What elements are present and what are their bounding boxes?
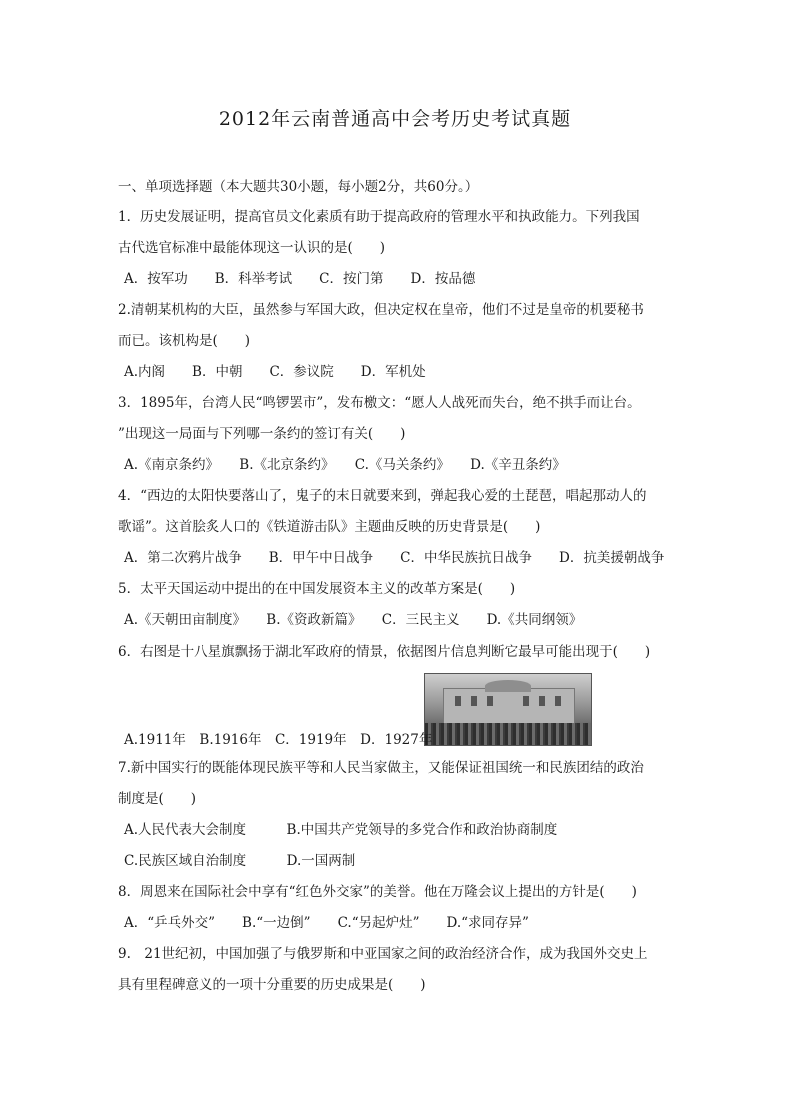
q7-stem-line2: 制度是( ) (118, 791, 197, 807)
q4-stem-line2: 歌谣”。这首脍炙人口的《铁道游击队》主题曲反映的历史背景是( ) (118, 519, 541, 535)
q9-stem-line1: 9. 21世纪初，中国加强了与俄罗斯和中亚国家之间的政治经济合作，成为我国外交史上 (118, 946, 648, 962)
q3-options: A.《南京条约》 B.《北京条约》 C.《马关条约》 D.《辛丑条约》 (124, 457, 566, 473)
q2-stem-line2: 而已。该机构是( ) (118, 333, 251, 349)
q6-stem: 6．右图是十八星旗飘扬于湖北军政府的情景，依据图片信息判断它最早可能出现于( ) (118, 644, 651, 660)
q1-stem-line1: 1．历史发展证明，提高官员文化素质有助于提高政府的管理水平和执政能力。下列我国 (118, 209, 640, 225)
q8-options: A．“乒乓外交” B.“一边倒” C.“另起炉灶” D.“求同存异” (124, 915, 529, 931)
q1-options: A．按军功 B．科举考试 C．按门第 D．按品德 (124, 271, 476, 287)
q7-stem-line1: 7.新中国实行的既能体现民族平等和人民当家做主，又能保证祖国统一和民族团结的政治 (118, 760, 644, 776)
q7-options-line1: A.人民代表大会制度 B.中国共产党领导的多党合作和政治协商制度 (124, 822, 558, 838)
q2-stem-line1: 2.清朝某机构的大臣，虽然参与军国大政，但决定权在皇帝，他们不过是皇帝的机要秘书 (118, 302, 644, 318)
q6-options: A.1911年 B.1916年 C．1919年 D．1927年 (124, 732, 433, 748)
photo-icon (424, 673, 592, 746)
q5-options: A.《天朝田亩制度》 B.《资政新篇》 C．三民主义 D.《共同纲领》 (124, 612, 583, 628)
section-heading: 一、单项选择题（本大题共30小题，每小题2分，共60分。） (118, 179, 479, 195)
q1-stem-line2: 古代选官标准中最能体现这一认识的是( ) (118, 240, 386, 256)
q2-options: A.内阁 B．中朝 C．参议院 D．军机处 (124, 364, 426, 380)
page-title: 2012年云南普通高中会考历史考试真题 (218, 108, 572, 130)
q3-stem-line1: 3．1895年，台湾人民“鸣锣罢市”，发布檄文：“愿人人战死而失台，绝不拱手而让台。 (118, 395, 641, 411)
q7-options-line2: C.民族区域自治制度 D.一国两制 (124, 853, 356, 869)
q9-stem-line2: 具有里程碑意义的一项十分重要的历史成果是( ) (118, 977, 426, 993)
q8-stem: 8．周恩来在国际社会中享有“红色外交家”的美誉。他在万隆会议上提出的方针是( ) (118, 884, 637, 900)
q5-stem: 5．太平天国运动中提出的在中国发展资本主义的改革方案是( ) (118, 581, 516, 597)
q4-stem-line1: 4．“西边的太阳快要落山了，鬼子的末日就要来到，弹起我心爱的土琵琶，唱起那动人的 (118, 488, 647, 504)
q3-stem-line2: ”出现这一局面与下列哪一条约的签订有关( ) (118, 426, 406, 442)
q4-options: A．第二次鸦片战争 B．甲午中日战争 C．中华民族抗日战争 D．抗美援朝战争 (124, 550, 665, 566)
